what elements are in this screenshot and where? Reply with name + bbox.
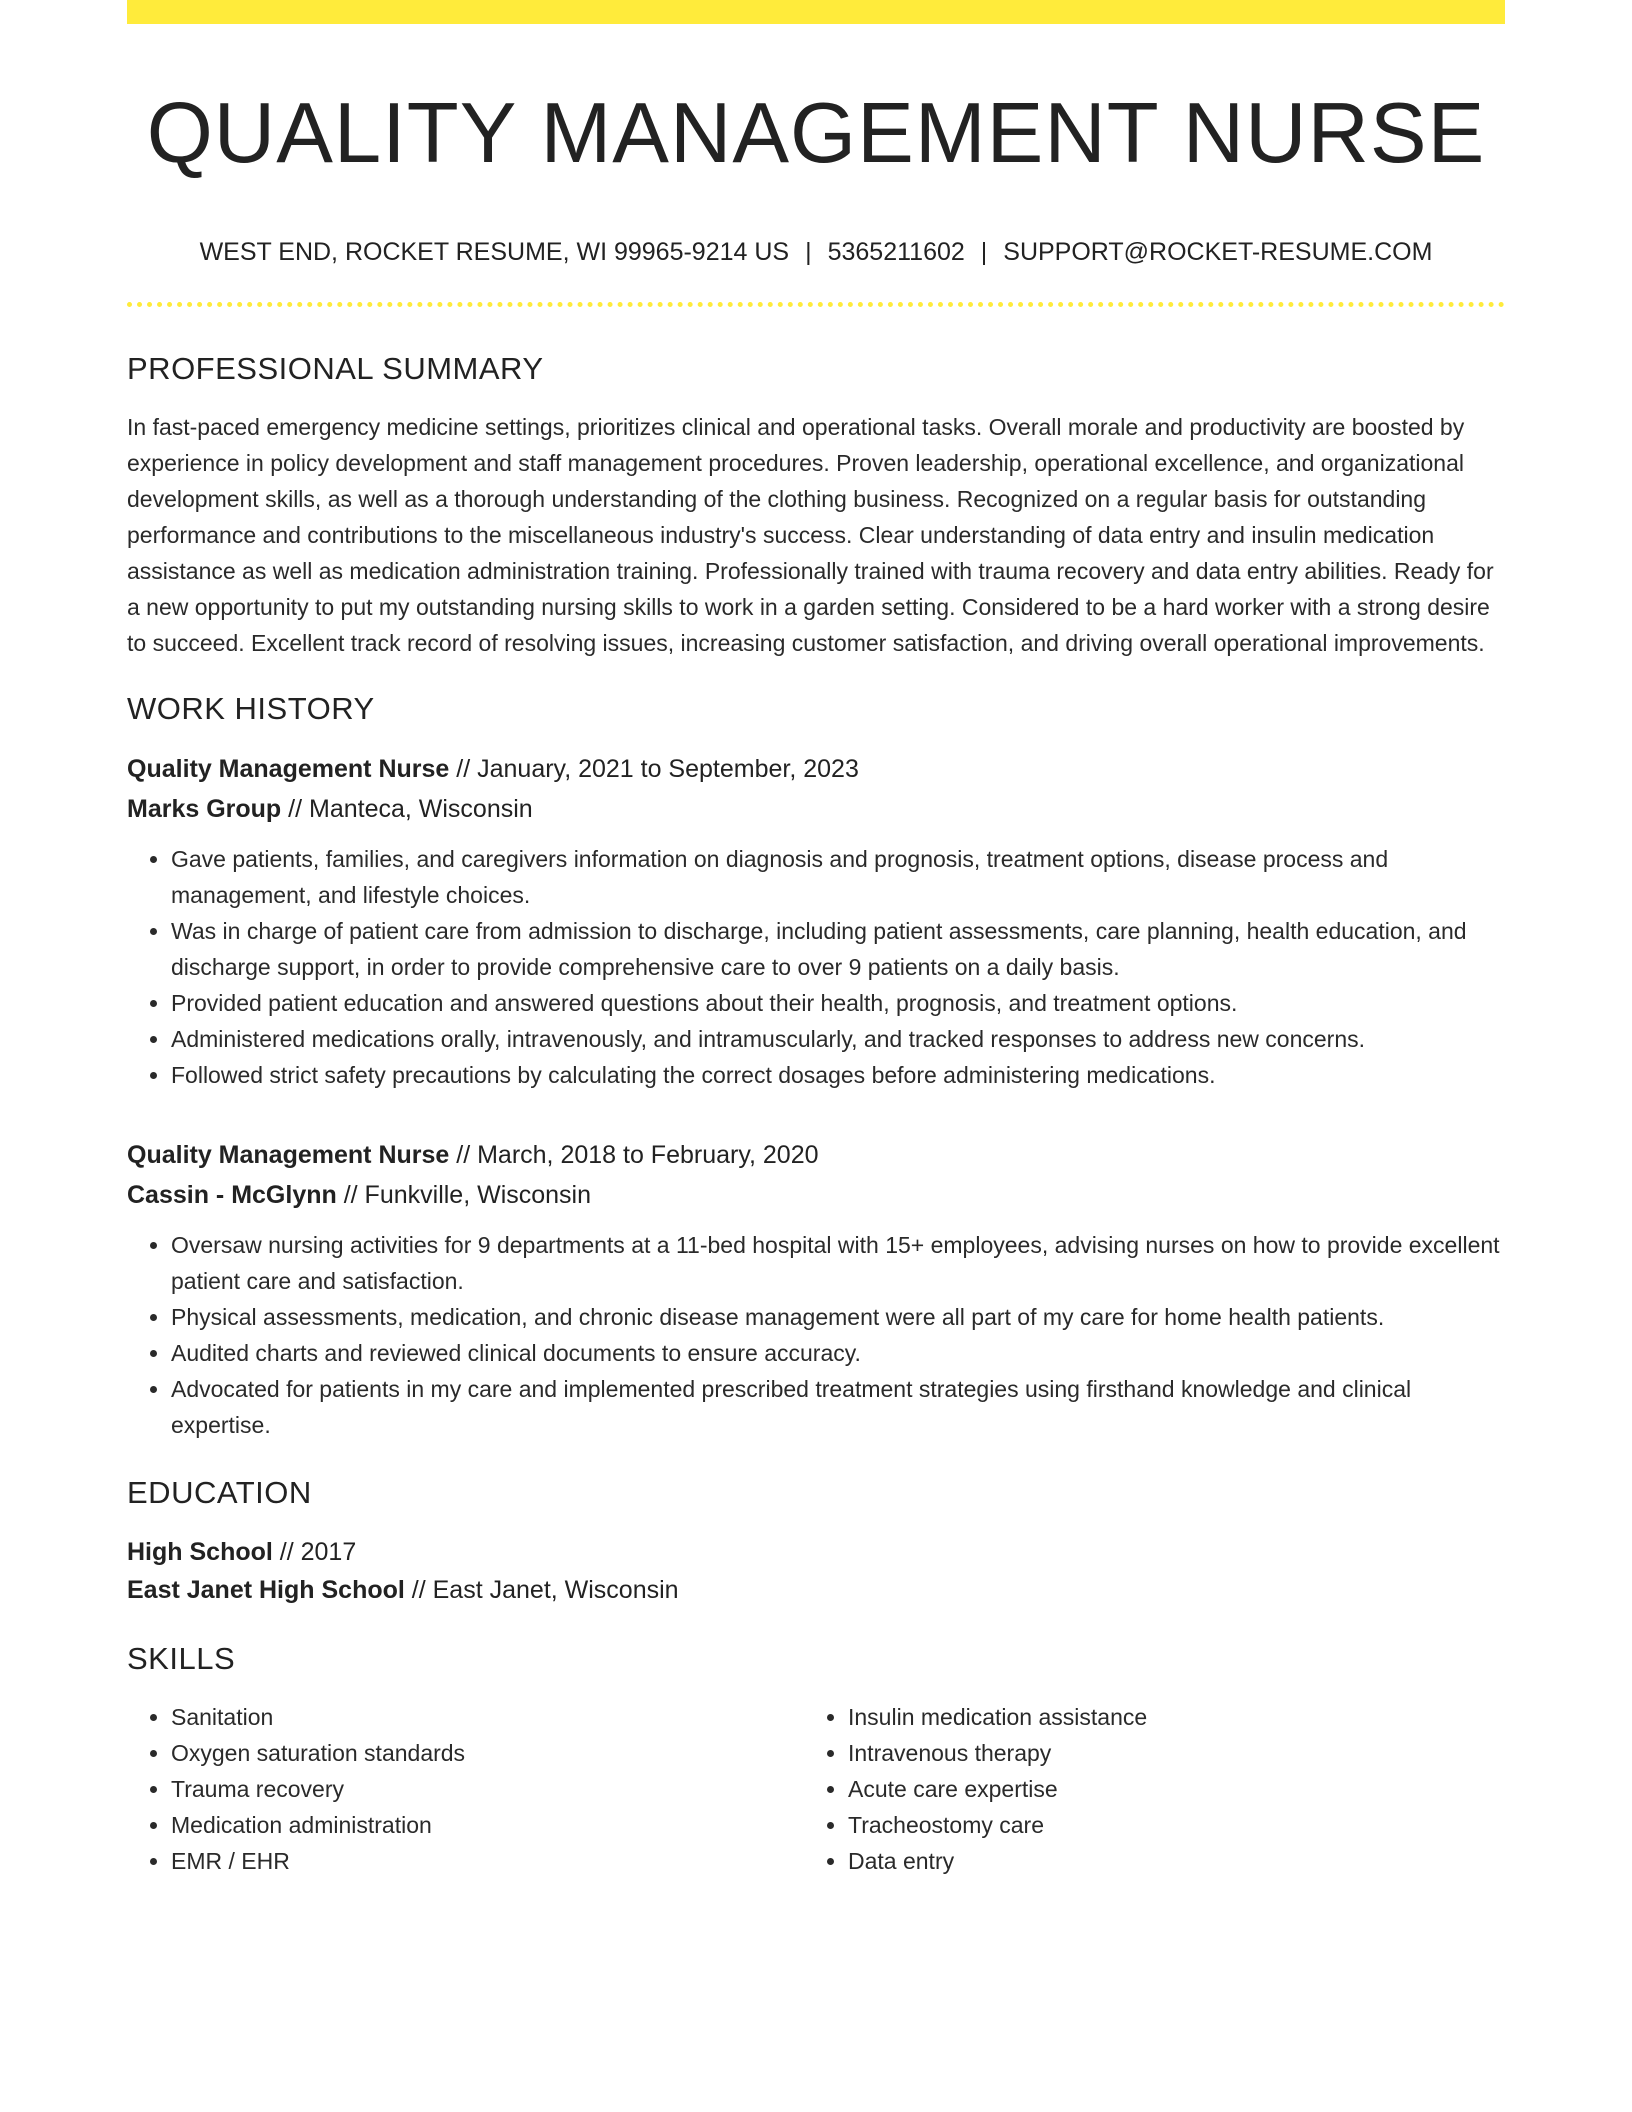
education-degree: High School — [127, 1538, 273, 1566]
job-bullet: • Advocated for patients in my care and implemented prescribed treatment strategies using firsthand knowledge and clinical expertise. — [171, 1371, 1505, 1443]
job-bullet: • Provided patient education and answered questions about their health, prognosis, and treatment options. — [171, 985, 1505, 1021]
contact-phone: 5365211602 — [827, 238, 965, 266]
education-year: // 2017 — [279, 1538, 357, 1566]
education-entry — [127, 1533, 1505, 1609]
job-bullet: • Audited charts and reviewed clinical documents to ensure accuracy. — [171, 1335, 1505, 1371]
job-location: // Funkville, Wisconsin — [343, 1181, 592, 1209]
job-company: Cassin - McGlynn — [127, 1181, 337, 1209]
skills-section-title: SKILLS — [127, 1641, 236, 1676]
job-company: Marks Group — [127, 795, 282, 823]
education-degree-line — [127, 1533, 1505, 1571]
contact-separator: | — [980, 238, 988, 266]
job-bullet: • Oversaw nursing activities for 9 departments at a 11-bed hospital with 15+ employees, advising nurses on how to provide excellent patient care and satisfaction. — [171, 1227, 1505, 1299]
skill-item: • Trauma recovery — [171, 1771, 804, 1807]
skill-item: • Oxygen saturation standards — [171, 1735, 804, 1771]
contact-separator: | — [805, 238, 812, 266]
job-role: Quality Management Nurse — [127, 1141, 450, 1169]
job-role: Quality Management Nurse — [127, 755, 450, 783]
job-bullet: • Physical assessments, medication, and chronic disease management were all part of my care for home health patients. — [171, 1299, 1505, 1335]
job-bullet-list — [127, 1227, 1505, 1443]
skill-item: • Data entry — [848, 1843, 1481, 1879]
skill-item: • EMR / EHR — [171, 1843, 804, 1879]
job-bullet-list — [127, 841, 1505, 1093]
skill-item: • Intravenous therapy — [848, 1735, 1481, 1771]
job-location: // Manteca, Wisconsin — [288, 795, 533, 823]
skill-item: • Acute care expertise — [848, 1771, 1481, 1807]
contact-address: WEST END, ROCKET RESUME, WI 99965-9214 US — [199, 238, 790, 266]
skills-columns — [127, 1699, 1505, 1879]
job-entry — [127, 1135, 1505, 1443]
job-dates: // March, 2018 to February, 2020 — [456, 1141, 819, 1169]
skill-item: • Sanitation — [171, 1699, 804, 1735]
accent-top-bar — [127, 0, 1505, 24]
job-bullet: • Gave patients, families, and caregivers information on diagnosis and prognosis, treatment options, disease process and management, and lifestyle choices. — [171, 841, 1505, 913]
summary-section-title: PROFESSIONAL SUMMARY — [127, 351, 544, 386]
job-company-line — [127, 789, 1505, 829]
job-company-line — [127, 1175, 1505, 1215]
job-bullet: • Followed strict safety precautions by calculating the correct dosages before administering medications. — [171, 1057, 1505, 1093]
contact-email: SUPPORT@ROCKET-RESUME.COM — [1003, 238, 1433, 266]
job-bullet: • Administered medications orally, intravenously, and intramuscularly, and tracked responses to address new concerns. — [171, 1021, 1505, 1057]
job-entry — [127, 749, 1505, 1093]
contact-line — [127, 236, 1505, 268]
dotted-divider — [127, 302, 1505, 307]
job-role-line — [127, 749, 1505, 789]
resume-name-heading: QUALITY MANAGEMENT NURSE — [146, 86, 1486, 181]
education-school: East Janet High School — [127, 1576, 405, 1604]
skill-item: • Medication administration — [171, 1807, 804, 1843]
work-history-section-title: WORK HISTORY — [127, 691, 375, 726]
job-role-line — [127, 1135, 1505, 1175]
skill-item: • Insulin medication assistance — [848, 1699, 1481, 1735]
resume-page — [127, 0, 1505, 1879]
job-bullet: • Was in charge of patient care from admission to discharge, including patient assessments, care planning, health education, and discharge support, in order to provide comprehensive care to over 9 patients on a daily basis. — [171, 913, 1505, 985]
education-school-line — [127, 1571, 1505, 1609]
summary-text: In fast-paced emergency medicine settings, prioritizes clinical and operational tasks. Overall morale and productivity are boosted by experience in policy development and staff management procedures. Proven leadership, operational excellence, and organizational development skills, as well as a thorough understanding of the clothing business. Recognized on a regular basis for outstanding performance and contributions to the miscellaneous industry's success. Clear understanding of data entry and insulin medication assistance as well as medication administration training. Professionally trained with trauma recovery and data entry abilities. Ready for a new opportunity to put my outstanding nursing skills to work in a garden setting. Considered to be a hard worker with a strong desire to succeed. Excellent track record of resolving issues, increasing customer satisfaction, and driving overall operational improvements. — [127, 414, 1494, 656]
education-location: // East Janet, Wisconsin — [411, 1576, 679, 1604]
skills-list-right — [804, 1699, 1481, 1879]
job-dates: // January, 2021 to September, 2023 — [456, 755, 859, 783]
skills-list-left — [127, 1699, 804, 1879]
skill-item: • Tracheostomy care — [848, 1807, 1481, 1843]
education-section-title: EDUCATION — [127, 1475, 312, 1510]
